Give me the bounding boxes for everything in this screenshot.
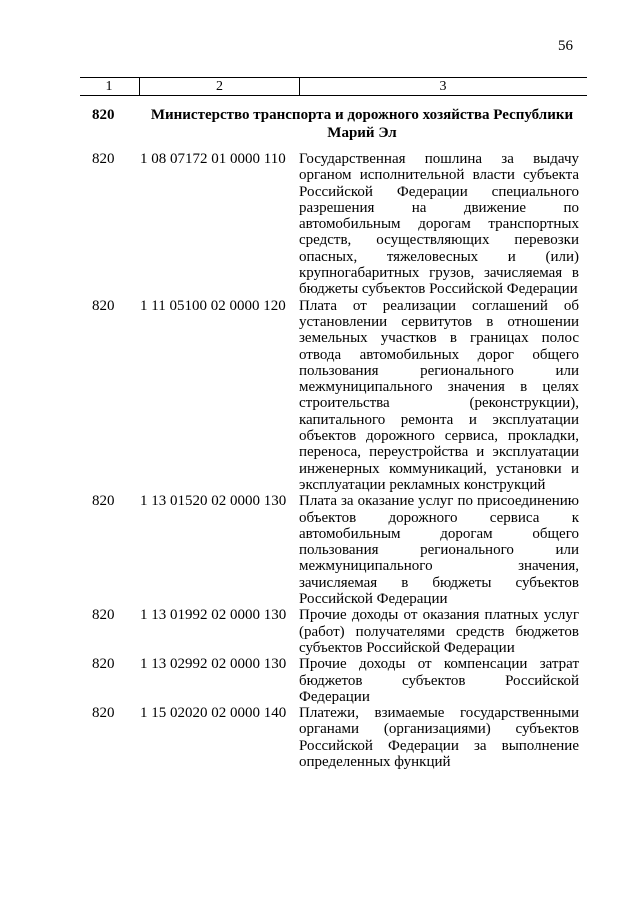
- budget-code: 1 13 01520 02 0000 130: [140, 493, 287, 510]
- admin-code: 820: [92, 656, 115, 673]
- header-col-2: 2: [139, 78, 300, 95]
- table-row: [92, 298, 587, 494]
- revenue-description: Плата от реализации соглашений об установлении сервитутов в отношении земельных участков в границах полос отвода автомобильных дорог общего пользования регионального или межмуниципального значения в целях строительства (реконструкции), капитального ремонта и эксплуатации объектов дорожного сервиса, прокладки, переноса, переустройства и эксплуатации инженерных коммуникаций, установки и эксплуатации рекламных конструкций: [299, 297, 579, 493]
- budget-code: 1 15 02020 02 0000 140: [140, 705, 287, 722]
- table-header: [80, 77, 587, 96]
- page-number: 56: [558, 38, 573, 54]
- revenue-description: Прочие доходы от оказания платных услуг (работ) получателями средств бюджетов субъектов Российской Федерации: [299, 607, 579, 656]
- budget-code: 1 11 05100 02 0000 120: [140, 297, 286, 314]
- header-col-1: 1: [105, 79, 113, 94]
- revenue-description: Прочие доходы от компенсации затрат бюджетов субъектов Российской Федерации: [299, 656, 579, 705]
- revenue-description: Плата за оказание услуг по присоединению объектов дорожного сервиса к автомобильным дорогам общего пользования регионального или межмуниципального значения, зачисляемая в бюджеты субъектов Российской Федерации: [299, 493, 579, 608]
- budget-code: 1 13 02992 02 0000 130: [140, 656, 287, 673]
- header-col-3: 3: [439, 79, 447, 94]
- ministry-code: 820: [92, 107, 115, 123]
- admin-code: 820: [92, 705, 115, 722]
- ministry-name: Министерство транспорта и дорожного хозяйства Республики Марий Эл: [150, 107, 574, 141]
- revenue-rows: [92, 151, 587, 770]
- admin-code: 820: [92, 607, 115, 624]
- table-row: [92, 705, 587, 770]
- table-row: [92, 607, 587, 656]
- revenue-description: Государственная пошлина за выдачу органом исполнительной власти субъекта Российской Федерации специального разрешения на движение по автомобильным дорогам транспортных средств, осуществляющих перевозки опасных, тяжеловесных и (или) крупногабаритных грузов, зачисляемая в бюджеты субъектов Российской Федерации: [299, 151, 579, 298]
- table-row: [92, 656, 587, 705]
- budget-code: 1 13 01992 02 0000 130: [140, 607, 287, 624]
- table-row: [92, 493, 587, 607]
- table-row: [92, 151, 587, 298]
- revenue-description: Платежи, взимаемые государственными органами (организациями) субъектов Российской Федерации за выполнение определенных функций: [299, 705, 579, 770]
- admin-code: 820: [92, 493, 115, 510]
- admin-code: 820: [92, 151, 115, 167]
- admin-code: 820: [92, 297, 115, 314]
- budget-code: 1 08 07172 01 0000 110: [140, 151, 286, 167]
